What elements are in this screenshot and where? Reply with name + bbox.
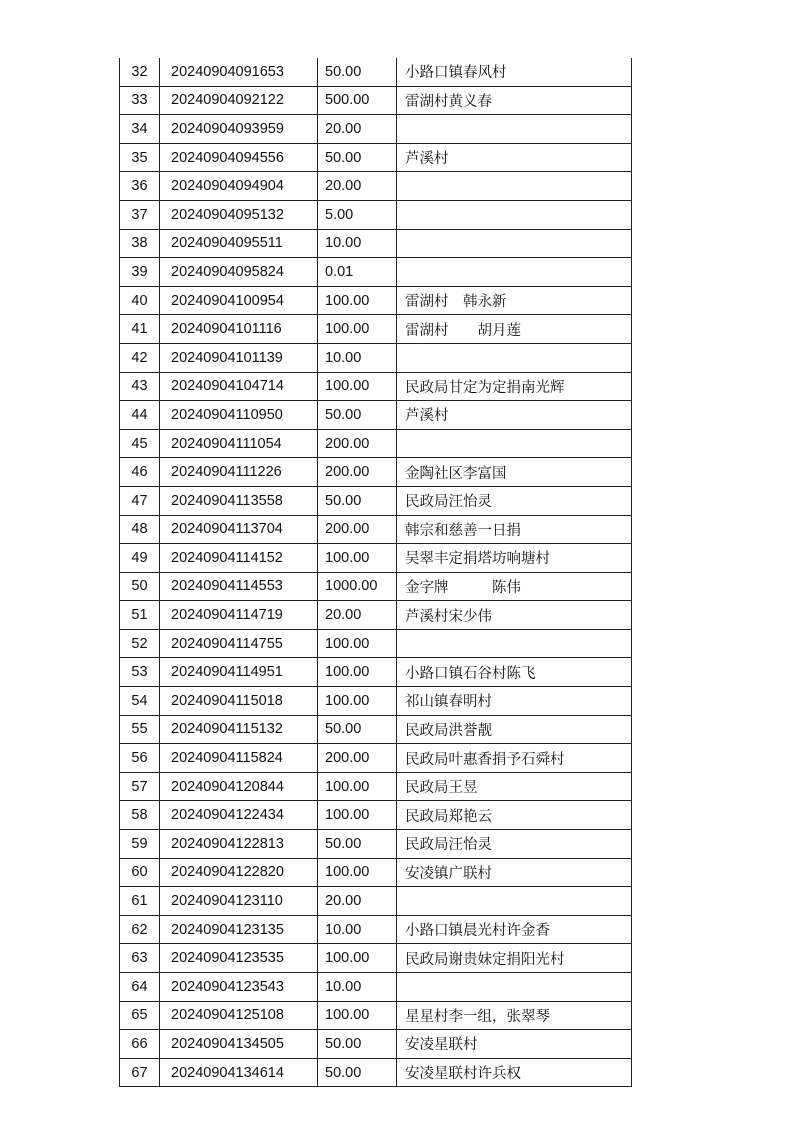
donation-amount: 100.00 <box>318 687 397 716</box>
donor-note: 民政局谢贵妹定捐阳光村 <box>397 944 632 973</box>
table-row <box>120 172 632 201</box>
table-row <box>120 258 632 287</box>
row-number: 41 <box>120 315 160 344</box>
donation-amount: 100.00 <box>318 1001 397 1030</box>
donor-note <box>397 200 632 229</box>
table-row <box>120 86 632 115</box>
donor-note: 民政局洪誉靓 <box>397 715 632 744</box>
donor-note: 芦溪村宋少伟 <box>397 601 632 630</box>
donation-amount: 100.00 <box>318 944 397 973</box>
donor-note <box>397 229 632 258</box>
row-number: 58 <box>120 801 160 830</box>
donation-amount: 20.00 <box>318 887 397 916</box>
donation-amount: 10.00 <box>318 229 397 258</box>
donation-amount: 100.00 <box>318 772 397 801</box>
donor-note <box>397 629 632 658</box>
transaction-id: 20240904134614 <box>160 1058 318 1087</box>
row-number: 52 <box>120 629 160 658</box>
row-number: 44 <box>120 401 160 430</box>
table-row <box>120 973 632 1002</box>
table-row <box>120 629 632 658</box>
donation-amount: 10.00 <box>318 973 397 1002</box>
table-row <box>120 200 632 229</box>
table-row <box>120 1058 632 1087</box>
row-number: 66 <box>120 1030 160 1059</box>
table-row <box>120 372 632 401</box>
donation-amount: 20.00 <box>318 601 397 630</box>
row-number: 38 <box>120 229 160 258</box>
donation-amount: 100.00 <box>318 544 397 573</box>
table-row <box>120 315 632 344</box>
row-number: 45 <box>120 429 160 458</box>
donation-amount: 200.00 <box>318 744 397 773</box>
transaction-id: 20240904125108 <box>160 1001 318 1030</box>
donation-table-body <box>120 58 632 1087</box>
row-number: 33 <box>120 86 160 115</box>
donation-amount: 20.00 <box>318 115 397 144</box>
donor-note <box>397 429 632 458</box>
transaction-id: 20240904122820 <box>160 858 318 887</box>
transaction-id: 20240904114951 <box>160 658 318 687</box>
row-number: 51 <box>120 601 160 630</box>
row-number: 36 <box>120 172 160 201</box>
donor-note: 安凌星联村 <box>397 1030 632 1059</box>
donor-note: 芦溪村 <box>397 401 632 430</box>
transaction-id: 20240904114152 <box>160 544 318 573</box>
donation-amount: 100.00 <box>318 372 397 401</box>
transaction-id: 20240904123135 <box>160 915 318 944</box>
transaction-id: 20240904092122 <box>160 86 318 115</box>
table-row <box>120 1001 632 1030</box>
donation-amount: 50.00 <box>318 1030 397 1059</box>
row-number: 55 <box>120 715 160 744</box>
table-row <box>120 401 632 430</box>
transaction-id: 20240904110950 <box>160 401 318 430</box>
transaction-id: 20240904101116 <box>160 315 318 344</box>
donor-note <box>397 887 632 916</box>
donor-note <box>397 258 632 287</box>
donation-amount: 50.00 <box>318 1058 397 1087</box>
transaction-id: 20240904114755 <box>160 629 318 658</box>
table-row <box>120 143 632 172</box>
donation-amount: 50.00 <box>318 143 397 172</box>
row-number: 56 <box>120 744 160 773</box>
table-row <box>120 229 632 258</box>
transaction-id: 20240904101139 <box>160 343 318 372</box>
row-number: 64 <box>120 973 160 1002</box>
transaction-id: 20240904094904 <box>160 172 318 201</box>
transaction-id: 20240904093959 <box>160 115 318 144</box>
donation-amount: 100.00 <box>318 315 397 344</box>
table-row <box>120 286 632 315</box>
donor-note: 民政局汪怡灵 <box>397 830 632 859</box>
donation-amount: 100.00 <box>318 858 397 887</box>
donor-note: 小路口镇晨光村许金香 <box>397 915 632 944</box>
donation-amount: 50.00 <box>318 715 397 744</box>
transaction-id: 20240904094556 <box>160 143 318 172</box>
donor-note: 祁山镇春明村 <box>397 687 632 716</box>
table-row <box>120 715 632 744</box>
donation-amount: 100.00 <box>318 286 397 315</box>
donation-amount: 500.00 <box>318 86 397 115</box>
row-number: 60 <box>120 858 160 887</box>
transaction-id: 20240904114553 <box>160 572 318 601</box>
transaction-id: 20240904100954 <box>160 286 318 315</box>
row-number: 49 <box>120 544 160 573</box>
donor-note: 韩宗和慈善一日捐 <box>397 515 632 544</box>
transaction-id: 20240904111054 <box>160 429 318 458</box>
donor-note: 民政局甘定为定捐南光辉 <box>397 372 632 401</box>
transaction-id: 20240904115824 <box>160 744 318 773</box>
transaction-id: 20240904115132 <box>160 715 318 744</box>
row-number: 61 <box>120 887 160 916</box>
table-row <box>120 858 632 887</box>
donor-note: 民政局王昱 <box>397 772 632 801</box>
transaction-id: 20240904120844 <box>160 772 318 801</box>
donation-amount: 5.00 <box>318 200 397 229</box>
row-number: 32 <box>120 58 160 86</box>
table-row <box>120 772 632 801</box>
row-number: 67 <box>120 1058 160 1087</box>
donor-note <box>397 973 632 1002</box>
donor-note: 金字牌 陈伟 <box>397 572 632 601</box>
donation-amount: 100.00 <box>318 801 397 830</box>
table-row <box>120 429 632 458</box>
transaction-id: 20240904113704 <box>160 515 318 544</box>
table-row <box>120 887 632 916</box>
transaction-id: 20240904134505 <box>160 1030 318 1059</box>
donor-note: 民政局郑艳云 <box>397 801 632 830</box>
row-number: 57 <box>120 772 160 801</box>
table-row <box>120 1030 632 1059</box>
transaction-id: 20240904114719 <box>160 601 318 630</box>
table-row <box>120 58 632 86</box>
donation-amount: 200.00 <box>318 458 397 487</box>
table-row <box>120 658 632 687</box>
table-row <box>120 944 632 973</box>
transaction-id: 20240904122434 <box>160 801 318 830</box>
donor-note <box>397 115 632 144</box>
row-number: 46 <box>120 458 160 487</box>
donation-amount: 50.00 <box>318 58 397 86</box>
table-row <box>120 830 632 859</box>
table-row <box>120 915 632 944</box>
row-number: 42 <box>120 343 160 372</box>
row-number: 53 <box>120 658 160 687</box>
row-number: 48 <box>120 515 160 544</box>
donation-amount: 50.00 <box>318 401 397 430</box>
transaction-id: 20240904123535 <box>160 944 318 973</box>
donor-note: 安凌星联村许兵权 <box>397 1058 632 1087</box>
row-number: 40 <box>120 286 160 315</box>
donor-note: 小路口镇春风村 <box>397 58 632 86</box>
table-row <box>120 572 632 601</box>
transaction-id: 20240904095824 <box>160 258 318 287</box>
table-row <box>120 744 632 773</box>
donation-amount: 200.00 <box>318 515 397 544</box>
donation-table <box>119 58 632 1087</box>
donation-amount: 100.00 <box>318 629 397 658</box>
donor-note: 民政局叶惠香捐予石舜村 <box>397 744 632 773</box>
donor-note: 芦溪村 <box>397 143 632 172</box>
donor-note: 雷湖村黄义春 <box>397 86 632 115</box>
table-row <box>120 544 632 573</box>
transaction-id: 20240904095132 <box>160 200 318 229</box>
table-row <box>120 343 632 372</box>
donation-amount: 200.00 <box>318 429 397 458</box>
transaction-id: 20240904123110 <box>160 887 318 916</box>
donation-amount: 0.01 <box>318 258 397 287</box>
donor-note: 小路口镇石谷村陈飞 <box>397 658 632 687</box>
transaction-id: 20240904115018 <box>160 687 318 716</box>
donor-note: 民政局汪怡灵 <box>397 486 632 515</box>
transaction-id: 20240904104714 <box>160 372 318 401</box>
donation-amount: 100.00 <box>318 658 397 687</box>
table-row <box>120 601 632 630</box>
donor-note: 雷湖村 韩永新 <box>397 286 632 315</box>
row-number: 43 <box>120 372 160 401</box>
donation-amount: 10.00 <box>318 343 397 372</box>
donation-amount: 50.00 <box>318 486 397 515</box>
donor-note: 雷湖村 胡月莲 <box>397 315 632 344</box>
row-number: 59 <box>120 830 160 859</box>
transaction-id: 20240904091653 <box>160 58 318 86</box>
donor-note <box>397 343 632 372</box>
transaction-id: 20240904111226 <box>160 458 318 487</box>
donor-note: 星星村李一组，张翠琴 <box>397 1001 632 1030</box>
table-row <box>120 115 632 144</box>
donation-amount: 10.00 <box>318 915 397 944</box>
donor-note <box>397 172 632 201</box>
table-row <box>120 801 632 830</box>
row-number: 35 <box>120 143 160 172</box>
donor-note: 吴翠丰定捐塔坊响塘村 <box>397 544 632 573</box>
transaction-id: 20240904095511 <box>160 229 318 258</box>
table-row <box>120 458 632 487</box>
row-number: 50 <box>120 572 160 601</box>
row-number: 34 <box>120 115 160 144</box>
transaction-id: 20240904113558 <box>160 486 318 515</box>
table-row <box>120 515 632 544</box>
row-number: 65 <box>120 1001 160 1030</box>
transaction-id: 20240904122813 <box>160 830 318 859</box>
row-number: 63 <box>120 944 160 973</box>
table-row <box>120 486 632 515</box>
row-number: 47 <box>120 486 160 515</box>
table-row <box>120 687 632 716</box>
donation-amount: 50.00 <box>318 830 397 859</box>
donor-note: 金陶社区李富国 <box>397 458 632 487</box>
donation-amount: 20.00 <box>318 172 397 201</box>
transaction-id: 20240904123543 <box>160 973 318 1002</box>
row-number: 39 <box>120 258 160 287</box>
row-number: 37 <box>120 200 160 229</box>
row-number: 62 <box>120 915 160 944</box>
row-number: 54 <box>120 687 160 716</box>
donation-amount: 1000.00 <box>318 572 397 601</box>
donor-note: 安凌镇广联村 <box>397 858 632 887</box>
